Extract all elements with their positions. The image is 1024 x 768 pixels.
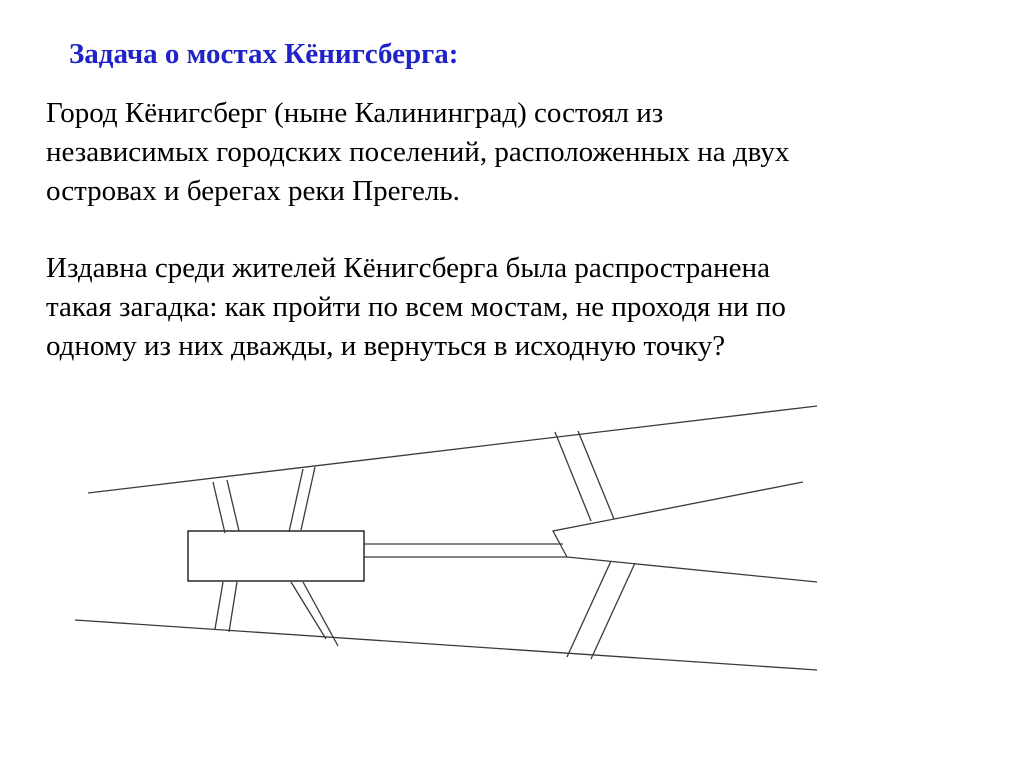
slide-title: Задача о мостах Кёнигсберга: <box>69 38 459 70</box>
riddle-line-1: Издавна среди жителей Кёнигсберга была распространена <box>46 252 770 284</box>
river-fork-lower-bank <box>567 557 817 582</box>
riddle-line-3: одному из них дважды, и вернуться в исходную точку? <box>46 330 726 362</box>
intro-line-2: независимых городских поселений, расположенных на двух <box>46 136 790 168</box>
bridge-north-right <box>289 467 315 532</box>
intro-line-3: островах и берегах реки Прегель. <box>46 175 460 207</box>
bridge-south-left <box>215 582 237 632</box>
bridge-south-east <box>567 561 635 659</box>
south-bank-line <box>75 620 817 670</box>
bridge-north-left <box>213 480 239 533</box>
north-bank-line <box>88 406 817 493</box>
bridge-north-east <box>555 431 614 521</box>
island-rectangle <box>188 531 364 581</box>
riddle-line-2: такая загадка: как пройти по всем мостам, не проходя ни по <box>46 291 786 323</box>
intro-line-1: Город Кёнигсберг (ныне Калининград) состоял из <box>46 97 664 129</box>
